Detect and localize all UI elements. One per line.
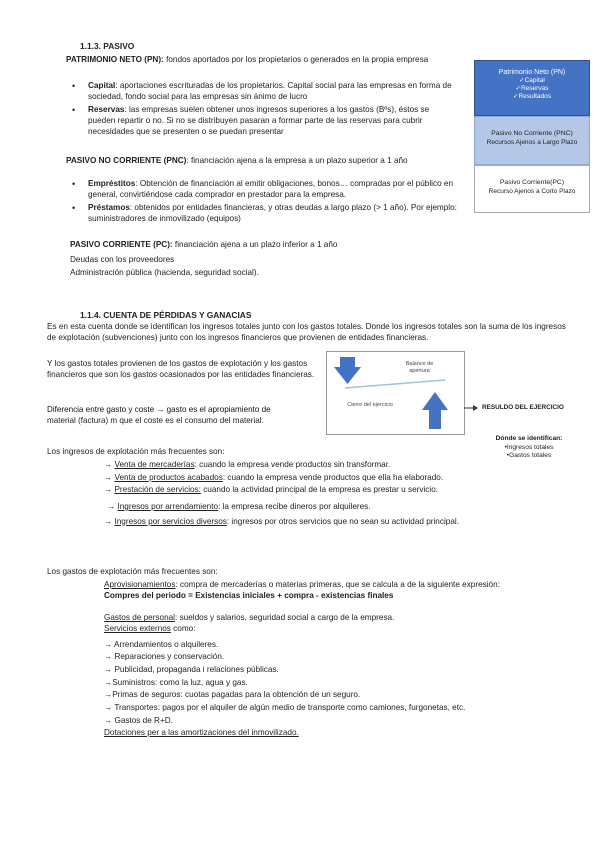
diferencia-rest: material (factura) m que el coste es el consumo del material.	[47, 415, 264, 425]
item-term: → Arrendamientos o alquileres.	[104, 639, 219, 649]
pasivo-heading: 1.1.3. PASIVO	[80, 41, 135, 51]
aprov-line	[104, 580, 584, 591]
list-item: → Venta de productos acabados: cuando la empresa vende productos que ella ha elaborado.	[104, 472, 444, 482]
list-item	[104, 639, 584, 652]
pnc-paragraph	[66, 156, 458, 167]
item-text: de seguros: cuotas pagadas para la obtención de un seguro.	[137, 690, 361, 700]
item-text: : aportaciones escrituradas de los propietarios. Capital social para las empresas en forma de sociedad, fondo social para las empresas sin ánimo de lucro	[88, 81, 452, 101]
item-text: : cuando la empresa vende productos que ella ha elaborado.	[222, 472, 444, 482]
pnc-box-title: Pasivo No Corriente (PNC)	[491, 130, 573, 137]
pc-box-sub: Recurso Ajenos a Corto Plazo	[488, 187, 576, 195]
pc-box-title: Pasivo Corriente(PC)	[499, 179, 565, 186]
item-term: → Publicidad, propaganda i relaciones públicas.	[104, 665, 279, 675]
pn-box-item: ✓Resultados	[513, 93, 551, 101]
pnc-list	[66, 179, 461, 228]
list-item	[66, 179, 461, 200]
list-item	[66, 203, 461, 224]
item-text: : las empresas suelen obtener unos ingresos superiores a los gastos (Bºs), éstos se pueden repartir o no. Si no se distribuyen pasaran a formar parte de las reservas para cubrir necesidades que se presenten o se puedan presentar	[88, 105, 430, 136]
pn-box-title: Patrimonio Neto (PN)	[498, 69, 566, 76]
pn-list	[66, 81, 458, 140]
list-item: → Ingresos por arrendamiento: la empresa recibe dineros por alquileres.	[107, 501, 371, 511]
item-term: →Suministros	[104, 677, 155, 687]
list-item	[104, 651, 584, 664]
item-term: Ingresos por servicios diversos	[114, 516, 227, 526]
item-text: : cuando la empresa vende productos sin transformar.	[194, 460, 391, 469]
externos-list	[104, 639, 584, 728]
balance-line	[345, 380, 445, 388]
personal-text: : sueldos y salarios, seguridad social a cargo de la empresa.	[175, 613, 395, 623]
item-term: Venta de mercaderías	[114, 460, 195, 469]
item-text: : la empresa recibe dineros por alquileres.	[218, 501, 371, 511]
list-item: → Prestación de servicios: cuando la actividad principal de la empresa es prestar u servicio.	[104, 485, 439, 495]
list-item	[104, 715, 584, 728]
pc-text: financiación ajena a un plazo inferior a 1 año	[172, 240, 338, 249]
pc-paragraph	[70, 240, 460, 251]
cierre-ejercicio-label: Cierre del ejercicio	[347, 402, 393, 408]
down-arrow-icon	[334, 357, 361, 384]
up-arrow-icon	[422, 392, 448, 429]
right-arrow-icon	[464, 405, 478, 411]
pc-line-2: Administración pública (hacienda, seguridad social).	[70, 268, 259, 277]
item-text: : obtenidos por entidades financieras, y otras deudas a largo plazo (> 1 año). Por ejemplo: suministradores de inmovilizado (equipos)	[88, 203, 457, 223]
aprov-term: Aprovisionamientos	[104, 580, 176, 589]
aprov-text: : compra de mercaderías o materias primeras, que se calcula a de la siguiente expresión:	[175, 580, 500, 589]
pnc-title: PASIVO NO CORRIENTE (PNC)	[66, 156, 187, 165]
gastos-block	[104, 580, 584, 738]
pnc-box-sub: Recursos Ajenos a Largo Plazo	[486, 138, 578, 146]
pn-box-item: ✓Capital	[519, 77, 545, 85]
item-term: Ingresos por arrendamiento	[117, 501, 219, 511]
list-item: → Ingresos por servicios diversos: ingresos por otros servicios que no sean su actividad principal.	[104, 516, 459, 526]
pn-text: fondos aportados por los propietarios o generados en la propia empresa	[163, 55, 429, 64]
pc-box	[474, 165, 590, 213]
item-term: Empréstitos	[88, 179, 136, 188]
pn-paragraph	[66, 55, 458, 66]
item-term: Venta de productos acabados	[114, 472, 223, 482]
item-term: →Primas	[104, 690, 138, 700]
item-text: : como la luz, agua y gas.	[154, 677, 248, 687]
item-term: Prestación de servicios:	[114, 485, 201, 495]
diferencia-bold: Diferencia entre gasto y coste → gasto es el apropiamiento de	[47, 405, 271, 414]
resultado-diagram	[326, 351, 465, 435]
item-term: → Gastos de R+D.	[104, 715, 173, 725]
donde-item: •Ingresos totales	[504, 443, 554, 451]
gastos-title: Los gastos de explotación más frecuentes son:	[47, 567, 218, 576]
list-item: → Venta de mercaderías: cuando la empresa vende productos sin transformar.	[104, 460, 391, 469]
donde-title: Dónde se identifican:	[495, 435, 563, 442]
externos-text: como:	[170, 623, 196, 633]
pc-line-1: Deudas con los proveedores	[70, 255, 175, 264]
ingresos-list	[104, 460, 574, 529]
donde-box	[482, 435, 576, 461]
pn-title: PATRIMONIO NETO (PN):	[66, 55, 164, 64]
pn-box-item: ✓Reservas	[515, 85, 549, 93]
pnc-text: : financiación ajena a la empresa a un plazo superior a 1 año	[186, 156, 408, 165]
list-item	[104, 664, 584, 677]
list-item	[104, 677, 584, 690]
item-text: cuando la actividad principal de la empresa es prestar u servicio.	[200, 485, 439, 495]
diferencia-text	[47, 405, 317, 426]
resultado-ejercicio-label: RESULDO DEL EJERCICIO	[482, 404, 564, 411]
item-term: → Reparaciones y conservación.	[104, 652, 225, 662]
item-term: Reservas	[88, 105, 125, 115]
item-text: : pagos por el alquiler de algún medio de transporte como camiones, furgonetas, etc.	[157, 703, 466, 713]
personal-line	[104, 613, 584, 624]
externos-line	[104, 624, 584, 635]
formula: Compres del periodo = Existencias iniciales + compra - existencias finales	[104, 590, 394, 600]
pn-box	[474, 60, 590, 116]
item-term: Capital	[88, 81, 116, 90]
cuenta-heading: 1.1.4. CUENTA DE PÉRDIDAS Y GANACIAS	[80, 310, 252, 320]
item-term: → Transportes	[104, 703, 158, 713]
dotaciones-line: Dotaciones per a las amortizaciones del inmovilizado.	[104, 727, 299, 737]
diagram-graphics	[327, 352, 464, 434]
externos-term: Servicios externos	[104, 623, 171, 633]
list-item	[66, 105, 458, 137]
balance-apertura-label: Balance de apertura	[405, 361, 434, 374]
item-text: : Obtención de financiación al emitir obligaciones, bonos… compradas por el público en general, convirtiéndose cada comprador en prestador para la empresa.	[88, 179, 454, 199]
item-term: Préstamos	[88, 203, 130, 213]
donde-item: •Gastos totales	[506, 452, 552, 460]
cuenta-intro: Es en esta cuenta donde se identifican los ingresos totales junto con los gastos totales. Donde los ingresos totales son la suma de los ingresos de explotación (subvenciones) junto con los ingresos financieros que provienen de entidades financieras.	[47, 322, 566, 342]
list-item	[66, 81, 458, 102]
list-item	[104, 689, 584, 702]
personal-term: Gastos de personal	[104, 613, 176, 623]
pc-title: PASIVO CORRIENTE (PC):	[70, 240, 173, 249]
list-item	[104, 702, 584, 715]
ingresos-title: Los ingresos de explotación más frecuentes son:	[47, 447, 225, 456]
pnc-box	[474, 116, 590, 165]
gastos-totales-text: Y los gastos totales provienen de los gastos de explotación y los gastos financieros que son los gastos ocasionados por las entidades financieras.	[47, 359, 315, 379]
item-text: : ingresos por otros servicios que no sean su actividad principal.	[226, 516, 459, 526]
